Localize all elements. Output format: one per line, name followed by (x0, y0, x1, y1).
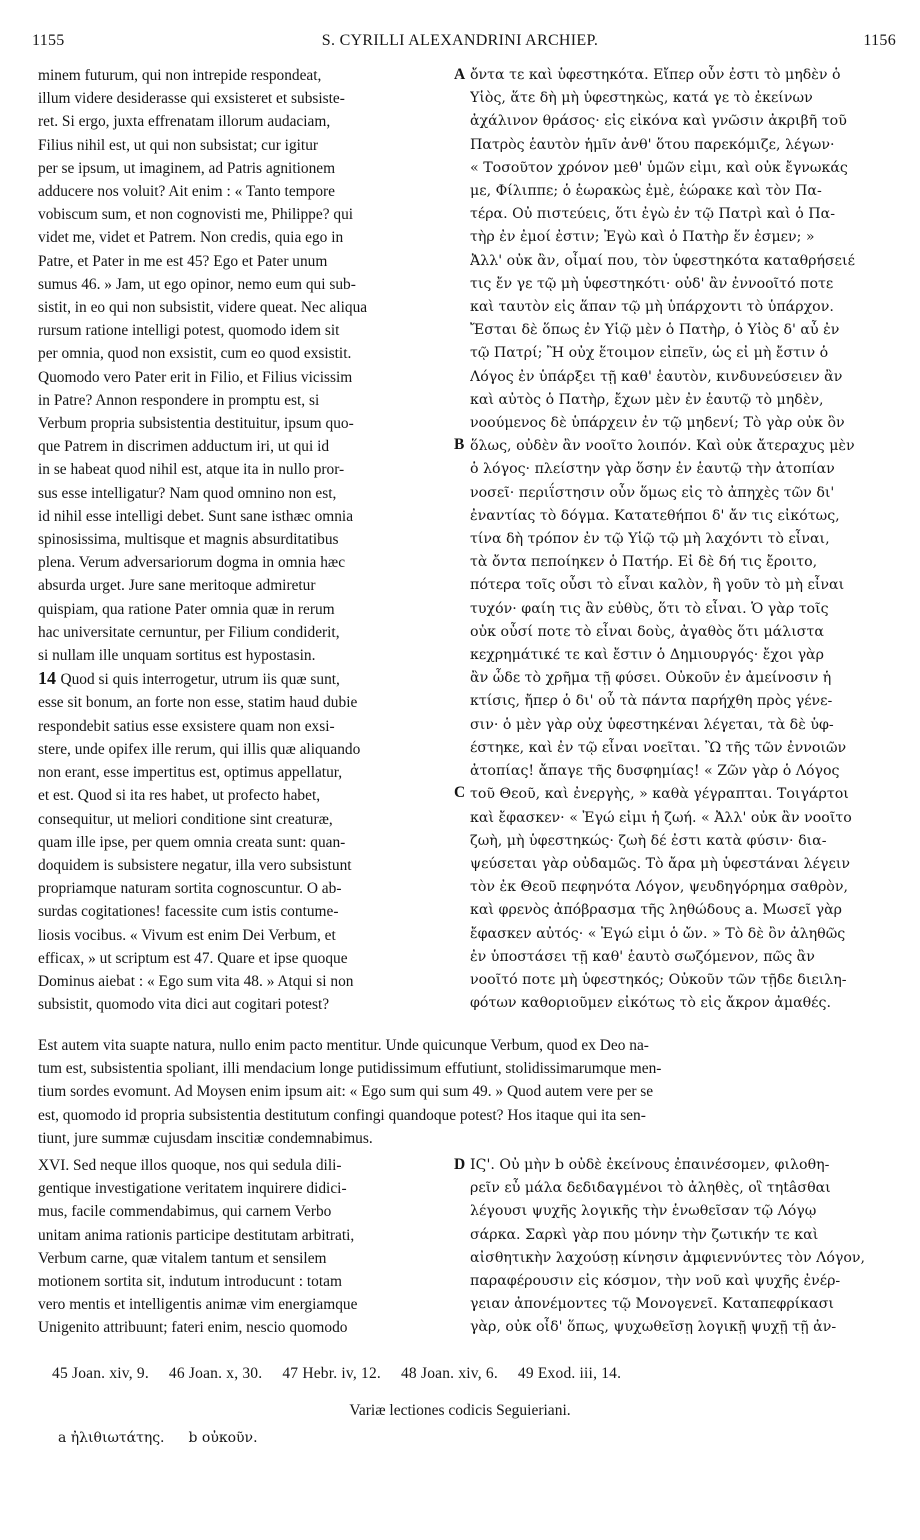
latin-line: surdas cogitationes! facessite cum istis contume- (38, 903, 339, 921)
latin-bottom-line: gentique investigatione veritatem inquirere didici- (38, 1180, 347, 1198)
greek-line: καὶ ταυτὸν εἰς ἅπαν τῷ μὴ ὑπάρχοντι τὸ ὑπάρχον. (470, 299, 834, 316)
latin-line: esse sit bonum, an forte non esse, statim haud dubie (38, 694, 358, 712)
greek-line: ὄντα τε καὶ ὑφεστηκότα. Εἴπερ οὖν ἐστι τὸ μηδὲν ὁ (470, 67, 841, 83)
latin-bottom-line: Unigenito attribuunt; fateri enim, nescio quomodo (38, 1319, 348, 1337)
latin-line: per omnia, quod non exsistit, cum eo quod exsistit. (38, 345, 352, 363)
latin-line: quispiam, qua ratione Pater omnia quæ in rerum (38, 600, 335, 618)
greek-line: ἔφασκεν αὐτός· « Ἐγώ εἰμι ὁ ὤν. » Τὸ δὲ ὂν ἀληθῶς (470, 925, 846, 942)
greek-line: με, Φίλιππε; ὁ ἑωρακὼς ἐμὲ, ἑώρακε καὶ τὸν Πα- (470, 183, 822, 200)
latin-line: rursum ratione intelligi potest, quomodo idem sit (38, 322, 340, 340)
latin-line: stere, unde opifex ille rerum, qui illis quæ aliquando (38, 740, 361, 758)
latin-line: consequitur, ut meliori conditione sint creaturæ, (38, 810, 333, 828)
latin-line: efficax, » ut scriptum est 47. Quare et ipse quoque (38, 949, 348, 967)
latin-column-top (38, 64, 465, 1016)
greek-line: νοούμενος δὲ ὑπάρχειν ἐν τῷ μηδενί; Τὸ γὰρ οὐκ ὂν (470, 415, 845, 432)
greek-line: τυχόν· φαίη τις ἂν εὐθὺς, ὅτι τὸ εἶναι. Ὁ γὰρ τοῖς (470, 600, 829, 617)
greek-line: Ἔσται δὲ ὅπως ἐν Υἱῷ μὲν ὁ Πατὴρ, ὁ Υἱὸς δ' αὖ ἐν (470, 322, 840, 339)
scripture-footnotes (52, 1365, 641, 1383)
latin-full-line: est, quomodo id propria subsistentia destitutum confingi quandoque potest? Hos itaque qui ita sen- (38, 1106, 646, 1124)
footnote: 48 Joan. xiv, 6. (400, 1365, 498, 1382)
greek-line: τῷ Πατρί; Ἢ οὐχ ἕτοιμον εἰπεῖν, ὡς εἰ μὴ ἔστιν ὁ (470, 345, 829, 362)
latin-line: minem futurum, qui non intrepide respondeat, (38, 67, 322, 84)
greek-line: Ἀλλ' οὐκ ἂν, οἶμαί που, τὸν ὑφεστηκότα καταθρήσειέ (470, 252, 855, 269)
latin-line: illum videre desiderasse qui exsisteret et subsiste- (38, 90, 345, 108)
greek-line: σιν· ὁ μὲν γὰρ οὐχ ὑφεστηκέναι λέγεται, τὰ δὲ ὑφ- (470, 716, 834, 733)
latin-line: si nullam ille unquam sortitus est hypostasin. (38, 647, 316, 665)
greek-line: πότερα τοῖς οὖσι τὸ εἶναι καλὸν, ἢ γοῦν τὸ μὴ εἶναι (470, 577, 845, 594)
latin-line: sumus 46. » Jam, ut ego opinor, nemo eum qui sub- (38, 275, 356, 293)
running-title: S. CYRILLI ALEXANDRINI ARCHIEP. (321, 32, 599, 49)
greek-bottom-line: αἰσθητικὴν λαχούσῃ κίνησιν ἀμφιεννύντες τὸν Λόγον, (470, 1249, 866, 1266)
greek-line: τοῦ Θεοῦ, καὶ ἐνεργὴς, » καθὰ γέγραπται. Τοιγάρτοι (470, 786, 849, 803)
latin-line: per se ipsum, ut imaginem, ad Patris agnitionem (38, 159, 336, 177)
greek-line: ὁ λόγος· πλείστην γὰρ ὅσην ἐν ἑαυτῷ τὴν ἀτοπίαν (470, 461, 835, 478)
greek-line: τὸν ἐκ Θεοῦ πεφηνότα Λόγον, ψευδηγόρημα σαθρὸν, (470, 879, 848, 896)
latin-line: subsistit, quomodo vita dici aut cogitari potest? (38, 996, 330, 1014)
latin-line: vobiscum sum, et non cognovisti me, Philippe? qui (38, 206, 354, 224)
margin-letter-b: B (454, 436, 465, 453)
latin-line: ret. Si ergo, juxta effrenatam illorum audaciam, (38, 113, 331, 131)
latin-line: id nihil esse intelligi debet. Sunt sane isthæc omnia (38, 507, 354, 525)
variae-lectiones-notes (58, 1430, 282, 1446)
latin-line: in se habeat quod nihil est, atque ita in nullo pror- (38, 461, 345, 479)
latin-line: et est. Quod si ita res habet, ut profecto habet, (38, 787, 321, 805)
greek-line: ἂν ὧδε τὸ χρῆμα τῇ φύσει. Οὐκοῦν ἐν ἀμείνοσιν ἡ (470, 670, 832, 687)
greek-line: ζωὴ, μὴ ὑφεστηκώς· ζωὴ δέ ἐστι κατὰ φύσιν· δια- (470, 832, 827, 849)
latin-bottom-line: vero mentis et intelligentis animæ vim energiamque (38, 1296, 358, 1314)
footnote: 46 Joan. x, 30. (168, 1365, 263, 1382)
latin-line: que Patrem in discrimen adductum iri, ut qui id (38, 438, 330, 456)
greek-line: κεχρημάτικέ τε καὶ ἔστιν ὁ Δημιουργός· ἔχοι γὰρ (470, 647, 824, 664)
latin-line: spinosissima, multisque et magnis absurditatibus (38, 531, 339, 549)
footnote: 49 Exod. iii, 14. (517, 1365, 622, 1382)
latin-line: Dominus aiebat : « Ego sum vita 48. » Atqui si non (38, 972, 354, 990)
latin-full-line: tum est, subsistentia spoliant, illi mendacium longe putidissimum effutiunt, stolidissimarumque men- (38, 1060, 662, 1078)
greek-line: τις ἔν γε τῷ μὴ ὑφεστηκότι· οὐδ' ἂν ἐννοοῖτό ποτε (470, 275, 834, 292)
latin-line: hac universitate cernuntur, per Filium condiderit, (38, 623, 340, 641)
greek-bottom-line: γὰρ, οὐκ οἶδ' ὅπως, ψυχωθεῖσῃ λογικῇ ψυχῇ τῇ ἀν- (470, 1319, 837, 1336)
latin-line: 14 Quod si quis interrogetur, utrum iis quæ sunt, (38, 668, 340, 689)
greek-line: νοσεῖ· περιΐστησιν οὖν ὅμως εἰς τὸ ἀπηχὲς τῶν δι' (470, 484, 835, 501)
latin-bottom-line: Verbum carne, quæ vitalem tantum et sensilem (38, 1249, 327, 1267)
greek-line: ψεύσεται γὰρ οὐδαμῶς. Τὸ ἄρα μὴ ὑφεστάναι λέγειν (470, 855, 851, 872)
latin-column-bottom (38, 1154, 462, 1340)
greek-line: ἀχάλινον θράσος· εἰς εἰκόνα καὶ γνῶσιν ἀκριβῆ τοῦ (470, 113, 847, 130)
latin-bottom-line: unitam anima rationis participe destitutam arbitrati, (38, 1226, 355, 1244)
latin-line: respondebit satius esse exsistere quam non exsi- (38, 717, 335, 735)
latin-full-line: tium sordes evomunt. Ad Moysen enim ipsum ait: « Ego sum qui sum 49. » Quod autem vere per se (38, 1083, 654, 1101)
greek-line: ὅλως, οὐδὲν ἂν νοοῖτο λοιπόν. Καὶ οὐκ ἄτεραχυς μὲν (470, 438, 855, 455)
greek-line: τὰ ὄντα πεποίηκεν ὁ Πατήρ. Εἰ δὲ δή τις ἔροιτο, (470, 554, 818, 571)
greek-line: Υἱὸς, ἅτε δὴ μὴ ὑφεστηκὼς, κατά γε τὸ ἐκείνων (470, 90, 813, 107)
latin-line: Verbum propria subsistentia destituitur, ipsum quo- (38, 415, 354, 433)
latin-line: sus esse intelligatur? Nam quod omnino non est, (38, 484, 337, 502)
latin-line: adducere nos voluit? Ait enim : « Tanto tempore (38, 183, 335, 201)
page-number-right: 1156 (863, 32, 896, 49)
greek-line: Πατρὸς ἑαυτὸν ἡμῖν ἀνθ' ὅτου παρεκόμιζε, λέγων· (470, 136, 835, 153)
latin-bottom-line: mus, facile commendabimus, qui carnem Verbo (38, 1203, 332, 1221)
greek-bottom-line: ρεῖν εὖ μάλα δεδιδαγμένοι τὸ ἀληθὲς, οἳ τηtâσθαι (470, 1180, 831, 1197)
greek-line: νοοῖτό ποτε μὴ ὑφεστηκός; Οὐκοῦν τῶν τῇδε διειλη- (470, 971, 847, 988)
latin-line: quam ille ipse, per quem omnia creata sunt: quan- (38, 833, 346, 851)
latin-line: Filius nihil est, ut qui non subsistat; cur igitur (38, 136, 319, 154)
greek-bottom-line: ΙϚ'. Οὐ μὴν b οὐδὲ ἐκείνους ἐπαινέσομεν, φιλοθη- (470, 1157, 830, 1173)
latin-line: absurda urget. Jure sane meritoque admiretur (38, 577, 316, 595)
greek-line: οὐκ οὖσί ποτε τὸ εἶναι δοὺς, ἀγαθὸς ὅτι μάλιστα (470, 623, 824, 640)
greek-bottom-line: λέγουσι ψυχῆς λογικῆς τὴν ἑνωθεῖσαν τῷ Λόγῳ (470, 1203, 817, 1220)
latin-line: in Patre? Annon respondere in promptu est, si (38, 391, 320, 409)
greek-line: καὶ ἔφασκεν· « Ἐγώ εἰμι ἡ ζωή. « Ἀλλ' οὐκ ἂν νοοῖτο (470, 809, 852, 826)
greek-line: « Τοσοῦτον χρόνον μεθ' ὑμῶν εἰμι, καὶ οὐκ ἔγνωκάς (470, 159, 848, 176)
greek-column-bottom (470, 1154, 884, 1340)
latin-full-line: Est autem vita suapte natura, nullo enim pacto mentitur. Unde quicunque Verbum, quod ex Deo na- (38, 1037, 649, 1054)
section-number: 14 (38, 668, 61, 689)
greek-bottom-line: παραφέρουσιν εἰς κόσμον, τὴν νοῦ καὶ ψυχῆς ἐνέρ- (470, 1273, 841, 1290)
variant-reading: a ἠλιθιωτάτης. (58, 1430, 165, 1446)
page-number-left: 1155 (32, 32, 65, 49)
latin-line: doquidem is subsistere negatur, illa vero subsistunt (38, 856, 352, 874)
latin-line: Patre, et Pater in me est 45? Ego et Pater unum (38, 252, 328, 270)
margin-letter-a: A (454, 66, 466, 83)
latin-line: non erant, esse impertitus est, optimus appellatur, (38, 764, 343, 782)
latin-line: videt me, videt et Patrem. Non credis, quia ego in (38, 229, 344, 247)
greek-line: τέρα. Οὐ πιστεύεις, ὅτι ἐγὼ ἐν τῷ Πατρὶ καὶ ὁ Πα- (470, 206, 836, 223)
variant-reading: b οὐκοῦν. (188, 1430, 258, 1446)
greek-line: ἐν ὑποστάσει τῇ καθ' ἑαυτὸ σωζόμενον, πῶς ἂν (470, 948, 815, 965)
latin-full-line: tiunt, jure summæ cujusdam inscitiæ condemnabimus. (38, 1129, 373, 1147)
greek-line: φότων καθοριοῦμεν εἰκότως τὸ εἰς ἄκρον ἀμαθές. (470, 995, 831, 1012)
latin-line: sistit, in eo qui non subsistit, videre queat. Nec aliqua (38, 299, 368, 317)
margin-letter-c: C (454, 784, 466, 801)
latin-line: liosis vocibus. « Vivum est enim Dei Verbum, et (38, 926, 336, 944)
latin-bottom-line: motionem sortita sit, indutum introducunt : totam (38, 1273, 342, 1291)
latin-line: Quomodo vero Pater erit in Filio, et Filius vicissim (38, 368, 353, 386)
greek-line: έστηκε, καὶ ἐν τῷ εἶναι νοεῖται. Ὢ τῆς τῶν ἐννοιῶν (470, 739, 847, 756)
latin-bottom-line: XVI. Sed neque illos quoque, nos qui sedula dili- (38, 1157, 342, 1174)
page-header (20, 32, 900, 56)
footnote: 47 Hebr. iv, 12. (282, 1365, 381, 1382)
greek-line: καὶ αὐτὸς ὁ Πατὴρ, ἔχων μὲν ἐν ἑαυτῷ τὸ μηδὲν, (470, 391, 824, 408)
latin-line: plena. Verum adversariorum dogma in omnia hæc (38, 554, 346, 572)
footnote: 45 Joan. xiv, 9. (52, 1365, 149, 1382)
greek-line: ἀτοπίας! ἄπαγε τῆς δυσφημίας! « Ζῶν γὰρ ὁ Λόγος (470, 763, 840, 780)
latin-full-width-text (38, 1034, 884, 1150)
greek-line: τίνα δὴ τρόπον ἐν τῷ Υἱῷ τῷ μὴ λαχόντι τὸ εἶναι, (470, 531, 830, 548)
greek-bottom-line: σάρκα. Σαρκὶ γὰρ που μόνην τὴν ζωτικήν τε καὶ (470, 1226, 819, 1243)
greek-line: καὶ φρενὸς ἀπόβρασμα τῆς ληθώδους a. Μωσεῖ γὰρ (470, 902, 842, 919)
greek-line: τὴρ ἐν ἐμοί ἐστιν; Ἐγὼ καὶ ὁ Πατὴρ ἕν ἐσμεν; » (470, 229, 815, 246)
greek-line: Λόγος ἐν ὑπάρξει τῇ καθ' ἑαυτὸν, κινδυνεύσειεν ἂν (470, 368, 843, 385)
greek-column-top (470, 64, 884, 1015)
latin-line: propriamque naturam sortita cognoscuntur. O ab- (38, 880, 342, 898)
variae-lectiones-heading: Variæ lectiones codicis Seguieriani. (349, 1402, 571, 1419)
greek-bottom-line: γειαν ἀπονέμοντες τῷ Μονογενεῖ. Καταπεφρίκασι (470, 1296, 834, 1313)
greek-line: ἐναντίας τὸ δόγμα. Κατατεθήποι δ' ἄν τις εἰκότως, (470, 507, 840, 524)
margin-letter-d: D (454, 1156, 466, 1173)
greek-line: κτίσις, ἤπερ ὁ δι' οὗ τὰ πάντα παρήχθη πρὸς γένε- (470, 693, 833, 710)
